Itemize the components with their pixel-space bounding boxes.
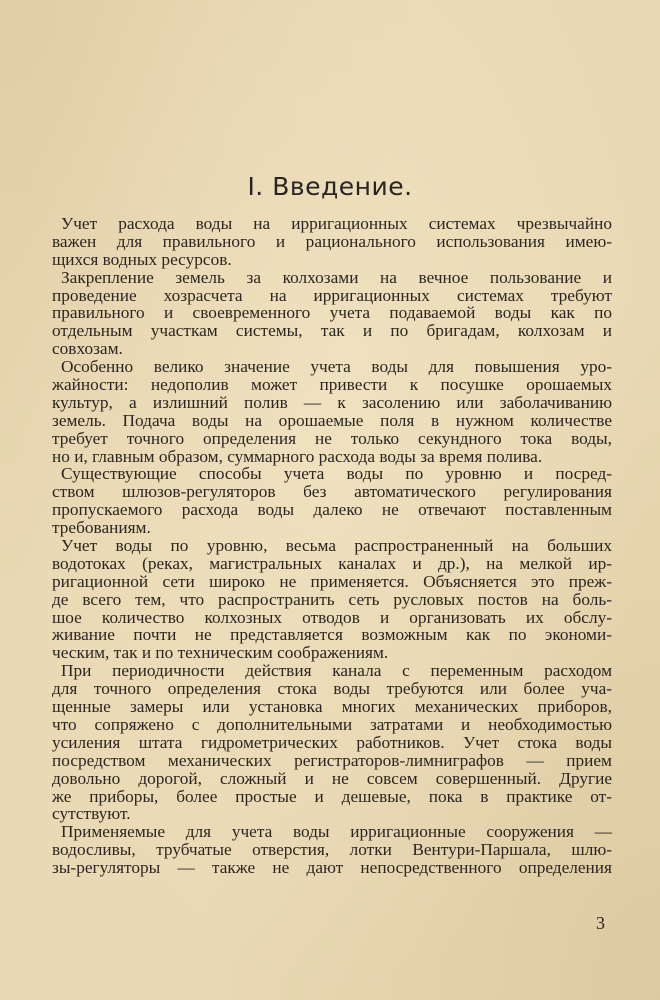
text-line: щенные замеры или установка многих механических приборов, <box>52 697 612 717</box>
text-line: жайности: недополив может привести к посушке орошаемых <box>52 375 612 395</box>
text-line: же приборы, более простые и дешевые, пока в практике от- <box>52 786 612 806</box>
text-line: Применяемые для учета воды ирригационные сооружения — <box>61 822 612 842</box>
text-line: требованиям. <box>52 518 151 538</box>
text-line: усиления штата гидрометрических работников. Учет стока воды <box>52 732 612 752</box>
paragraph <box>52 465 612 537</box>
text-line: Учет расхода воды на ирригационных системах чрезвычайно <box>61 214 612 233</box>
body-text <box>52 215 612 877</box>
text-line: ригационной сети широко не применяется. Объясняется это преж- <box>52 571 612 591</box>
text-line: сутствуют. <box>52 804 131 824</box>
text-line: но и, главным образом, суммарного расхода воды за время полива. <box>52 446 543 466</box>
chapter-heading: I. Введение. <box>247 172 413 201</box>
text-line: водосливы, трубчатые отверстия, лотки Вентури-Паршала, шлю- <box>52 840 612 860</box>
text-line: для точного определения стока воды требуются или более уча- <box>52 679 612 699</box>
text-line: отдельным участкам системы, так и по бригадам, колхозам и <box>52 321 612 341</box>
text-line: земель. Подача воды на орошаемые поля в нужном количестве <box>52 410 612 430</box>
text-line: При периодичности действия канала с переменным расходом <box>61 661 612 681</box>
text-line: Особенно велико значение учета воды для повышения уро- <box>61 357 612 377</box>
text-line: ческим, так и по техническим соображениям. <box>52 643 389 663</box>
text-line: пропускаемого расхода воды далеко не отвечают поставленным <box>52 500 612 520</box>
text-line: зы-регуляторы — также не дают непосредственного определения <box>52 858 612 878</box>
text-line: живание почти не представляется возможным как по экономи- <box>52 625 612 645</box>
text-line: довольно дорогой, сложный и не совсем совершенный. Другие <box>52 768 612 788</box>
text-line: водотоках (реках, магистральных каналах и др.), на мелкой ир- <box>52 553 612 573</box>
text-line: шое количество колхозных отводов и организовать их обслу- <box>52 607 612 627</box>
paragraph <box>52 215 612 269</box>
text-line: де всего тем, что распространить сеть русловых постов на боль- <box>52 589 612 609</box>
text-line: Существующие способы учета воды по уровню и посред- <box>61 464 612 484</box>
paragraph <box>52 823 612 877</box>
paragraph <box>52 537 612 662</box>
text-line: ством шлюзов-регуляторов без автоматического регулирования <box>52 482 612 502</box>
page-number: 3 <box>596 913 605 933</box>
text-line: Учет воды по уровню, весьма распространенный на больших <box>61 536 612 556</box>
text-line: совхозам. <box>52 339 123 359</box>
paragraph <box>52 358 612 465</box>
text-line: Закрепление земель за колхозами на вечное пользование и <box>61 267 612 287</box>
text-line: щихся водных ресурсов. <box>52 249 232 269</box>
paragraph <box>52 269 612 358</box>
text-line: посредством механических регистраторов-лимниграфов — прием <box>52 750 612 770</box>
text-line: культур, а излишний полив — к засолению или заболачиванию <box>52 392 612 412</box>
paragraph <box>52 662 612 823</box>
text-line: важен для правильного и рационального использования имею- <box>52 231 612 251</box>
text-line: что сопряжено с дополнительными затратами и необходимостью <box>52 714 612 734</box>
text-line: проведение хозрасчета на ирригационных системах требуют <box>52 285 612 305</box>
text-line: требует точного определения не только секундного тока воды, <box>52 428 612 448</box>
text-line: правильного и своевременного учета подаваемой воды как по <box>52 303 612 323</box>
